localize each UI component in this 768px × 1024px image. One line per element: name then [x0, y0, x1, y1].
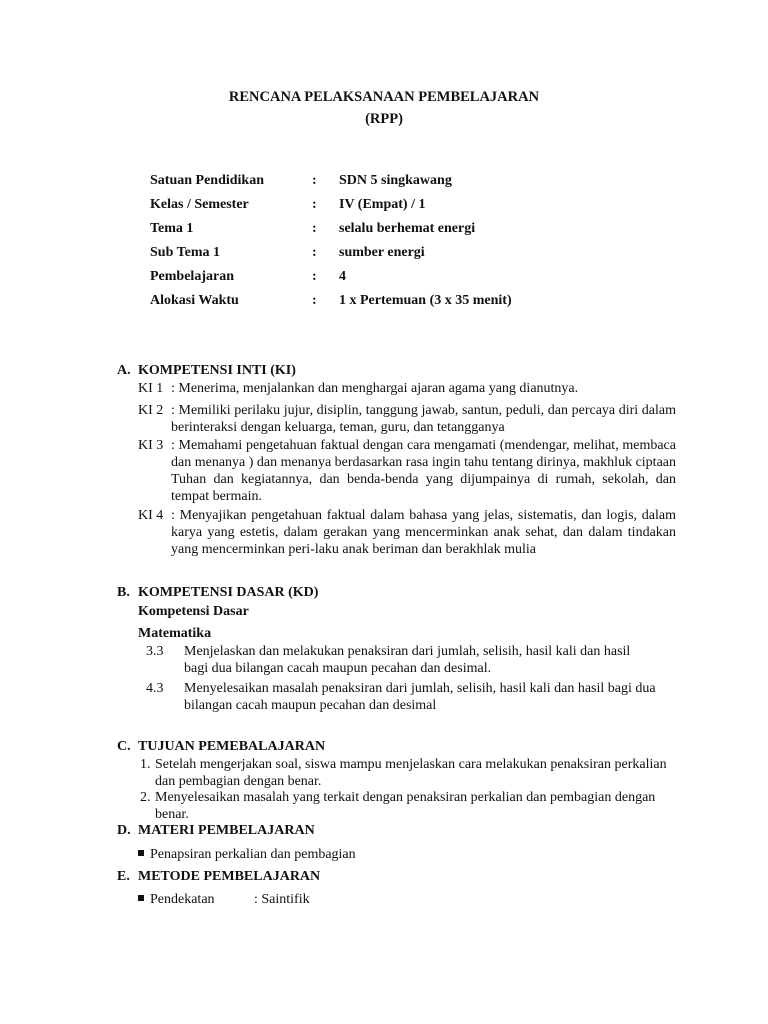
tujuan-item: [140, 756, 676, 790]
ki-item-3: [138, 437, 676, 505]
section-letter: A.: [117, 363, 131, 378]
square-bullet-icon: [138, 850, 144, 856]
materi-bullet: [138, 846, 356, 863]
info-label: Sub Tema 1: [150, 245, 221, 260]
info-value: 4: [339, 269, 346, 284]
section-letter: B.: [117, 585, 130, 600]
section-a-heading: [117, 362, 296, 379]
section-e-heading: [117, 868, 320, 885]
metode-bullet: [138, 891, 310, 908]
tujuan-number: 1.: [140, 757, 151, 772]
section-title: METODE PEMBELAJARAN: [138, 869, 321, 884]
kd-number: 3.3: [146, 644, 164, 659]
info-label: Kelas / Semester: [150, 197, 249, 212]
info-value: IV (Empat) / 1: [339, 197, 426, 212]
section-letter: D.: [117, 823, 131, 838]
ki-code: KI 3: [138, 438, 164, 453]
section-title: KOMPETENSI INTI (KI): [138, 363, 296, 378]
info-separator: :: [312, 293, 317, 308]
tujuan-number: 2.: [140, 790, 151, 805]
info-row: [150, 244, 512, 268]
section-title: MATERI PEMBELAJARAN: [138, 823, 315, 838]
metode-label: Pendekatan: [150, 892, 215, 907]
info-separator: :: [312, 269, 317, 284]
kd-subject: Matematika: [138, 626, 212, 641]
kd-number: 4.3: [146, 681, 164, 696]
kd-item: [146, 680, 676, 714]
info-row: [150, 196, 512, 220]
info-row: [150, 292, 512, 316]
square-bullet-icon: [138, 895, 144, 901]
info-value: sumber energi: [339, 245, 425, 260]
ki-item-1: [138, 380, 676, 397]
section-b-heading: [117, 584, 318, 601]
info-value: 1 x Pertemuan (3 x 35 menit): [339, 293, 512, 308]
tujuan-text: Menyelesaikan masalah yang terkait dengan penaksiran perkalian dan pembagian dengan benar.: [155, 790, 656, 822]
info-value: selalu berhemat energi: [339, 221, 476, 236]
ki-code: KI 1: [138, 381, 164, 396]
section-c-heading: [117, 738, 325, 755]
info-table: [150, 172, 512, 316]
ki-text: : Memiliki perilaku jujur, disiplin, tanggung jawab, santun, peduli, dan percaya diri dalam berinteraksi dengan keluarga, teman, guru, dan tetangganya: [171, 403, 676, 435]
info-row: [150, 220, 512, 244]
info-separator: :: [312, 221, 317, 236]
info-separator: :: [312, 245, 317, 260]
document-subtitle: (RPP): [365, 111, 403, 127]
kd-item: [146, 643, 676, 677]
info-separator: :: [312, 173, 317, 188]
info-separator: :: [312, 197, 317, 212]
ki-item-4: [138, 507, 676, 558]
kd-subheading: Kompetensi Dasar: [138, 604, 249, 619]
info-value: SDN 5 singkawang: [339, 173, 452, 188]
ki-code: KI 2: [138, 403, 164, 418]
info-row: [150, 172, 512, 196]
materi-text: Penapsiran perkalian dan pembagian: [150, 847, 356, 862]
ki-code: KI 4: [138, 508, 164, 523]
section-title: TUJUAN PEMEBALAJARAN: [138, 739, 326, 754]
section-letter: E.: [117, 869, 130, 884]
tujuan-item: [140, 789, 676, 823]
info-label: Satuan Pendidikan: [150, 173, 264, 188]
info-label: Alokasi Waktu: [150, 293, 239, 308]
kd-text: Menyelesaikan masalah penaksiran dari jumlah, selisih, hasil kali dan hasil bagi dua bilangan cacah maupun pecahan dan desimal: [184, 681, 656, 713]
ki-item-2: [138, 402, 676, 436]
tujuan-text: Setelah mengerjakan soal, siswa mampu menjelaskan cara melakukan penaksiran perkalian dan pembagian dengan benar.: [155, 757, 667, 789]
ki-text: : Menerima, menjalankan dan menghargai ajaran agama yang dianutnya.: [171, 381, 579, 396]
info-label: Tema 1: [150, 221, 194, 236]
document-title: RENCANA PELAKSANAAN PEMBELAJARAN: [228, 89, 540, 105]
kd-text: Menjelaskan dan melakukan penaksiran dari jumlah, selisih, hasil kali dan hasil bagi dua bilangan cacah maupun pecahan dan desimal.: [184, 644, 631, 676]
ki-text: : Menyajikan pengetahuan faktual dalam bahasa yang jelas, sistematis, dan logis, dalam karya yang estetis, dalam gerakan yang mencerminkan anak sehat, dan dalam tindakan yang mencerminkan peri-laku anak beriman dan berakhlak mulia: [171, 508, 676, 557]
ki-text: : Memahami pengetahuan faktual dengan cara mengamati (mendengar, melihat, membaca dan menanya ) dan menanya berdasarkan rasa ingin tahu tentang dirinya, makhluk ciptaan Tuhan dan kegiatannya, dan benda-benda yang dijumpainya di rumah, sekolah, dan tempat bermain.: [171, 438, 676, 504]
metode-value: : Saintifik: [254, 892, 310, 907]
info-label: Pembelajaran: [150, 269, 234, 284]
section-d-heading: [117, 822, 315, 839]
section-title: KOMPETENSI DASAR (KD): [138, 585, 319, 600]
info-row: [150, 268, 512, 292]
section-letter: C.: [117, 739, 131, 754]
